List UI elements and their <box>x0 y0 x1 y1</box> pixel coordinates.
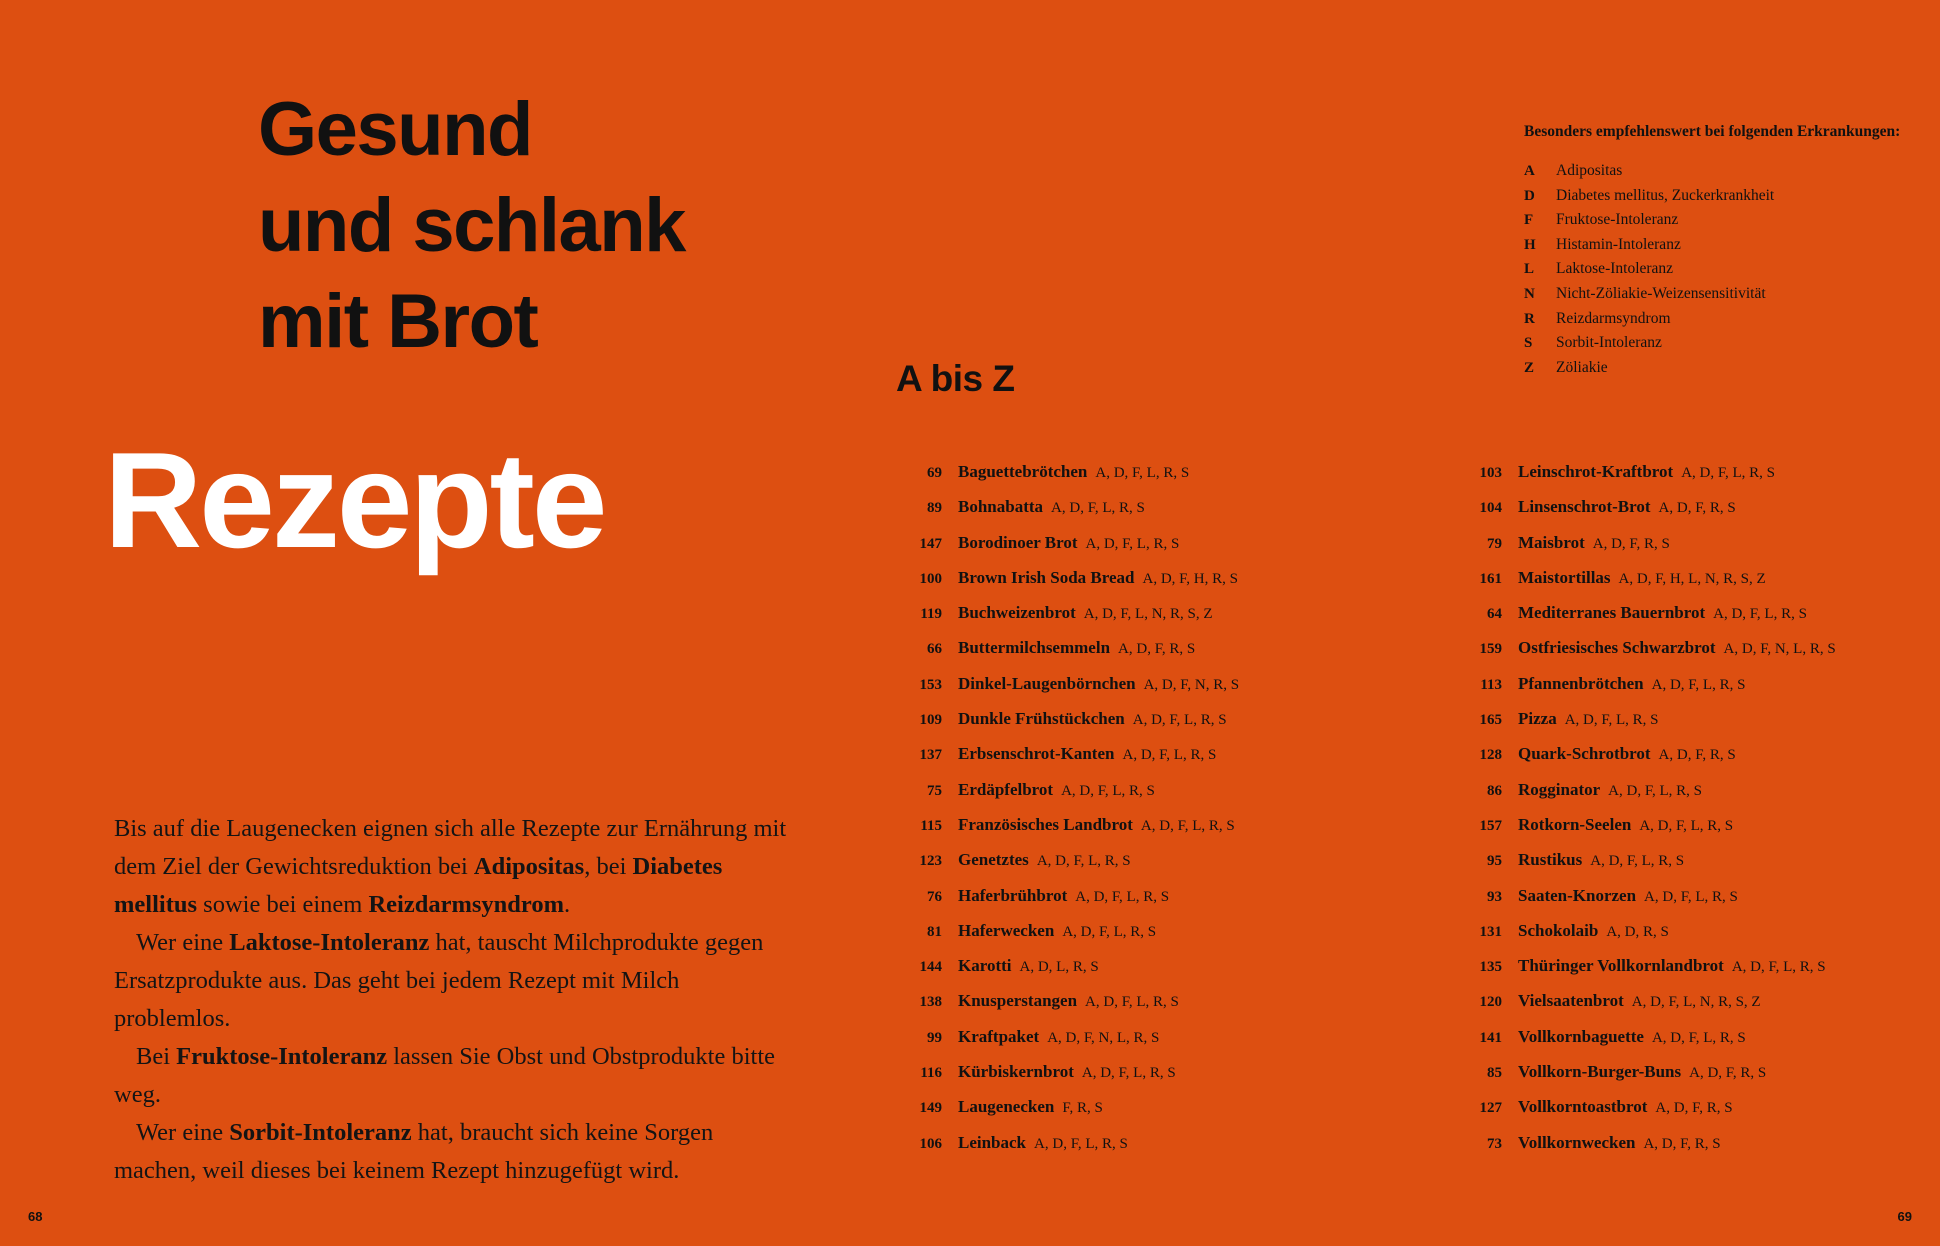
recipe-page-number: 69 <box>927 465 942 481</box>
recipe-condition-tags: A, D, F, L, R, S <box>1085 994 1179 1011</box>
legend-value: Diabetes mellitus, Zuckerkrankheit <box>1556 186 1775 204</box>
recipe-index-row[interactable] <box>880 956 1330 991</box>
recipe-index-row[interactable] <box>1440 1027 1890 1062</box>
recipe-page-number: 93 <box>1487 888 1502 905</box>
recipe-condition-tags: A, D, F, N, L, R, S <box>1723 641 1836 658</box>
recipe-page-number: 135 <box>1479 959 1502 976</box>
recipe-condition-tags: A, D, F, L, R, S <box>1036 853 1131 870</box>
intro-p1-term-reizdarm: Reizdarmsyndrom <box>368 891 565 918</box>
recipe-page-number: 81 <box>927 923 942 940</box>
legend-value: Reizdarmsyndrom <box>1556 309 1671 327</box>
intro-p4-term-sorbit: Sorbit-Intoleranz <box>229 1119 412 1146</box>
legend-row <box>1524 233 1924 258</box>
intro-p1-text-c: , bei <box>584 853 633 880</box>
recipe-name: Brown Irish Soda Bread <box>958 567 1135 587</box>
legend-row <box>1524 184 1924 209</box>
intro-paragraph-3 <box>114 1038 794 1114</box>
recipe-index-row[interactable] <box>880 462 1330 497</box>
recipe-index-row[interactable] <box>1440 991 1890 1026</box>
legend-key: A <box>1524 163 1535 179</box>
recipe-index-row[interactable] <box>1440 603 1890 638</box>
recipe-index-row[interactable] <box>1440 1133 1890 1168</box>
recipe-name: Vollkorn-Burger-Buns <box>1518 1062 1682 1082</box>
recipe-name: Baguettebrötchen <box>958 462 1088 481</box>
recipe-page-number: 153 <box>919 676 942 693</box>
legend-value: Laktose-Intoleranz <box>1556 260 1674 278</box>
intro-p1-text-a: Bis auf die Laugenecken eignen sich alle Rezepte zur Ernährung mit dem Ziel der Gewichtsreduktion bei <box>114 815 787 880</box>
recipe-name: Pfannenbrötchen <box>1518 673 1644 693</box>
recipe-index-row[interactable] <box>1440 1062 1890 1097</box>
recipe-condition-tags: F, R, S <box>1062 1100 1103 1117</box>
recipe-name: Quark-Schrotbrot <box>1518 744 1651 764</box>
recipe-condition-tags: A, D, R, S <box>1606 923 1669 940</box>
recipe-condition-tags: A, D, L, R, S <box>1019 959 1099 976</box>
recipe-page-number: 113 <box>1480 676 1502 693</box>
recipe-name: Erbsenschrot-Kanten <box>958 744 1115 764</box>
recipe-page-number: 103 <box>1479 465 1502 481</box>
recipe-index-row[interactable] <box>1440 956 1890 991</box>
recipe-page-number: 104 <box>1479 500 1502 517</box>
intro-p1-term-adipositas: Adipositas <box>473 853 585 880</box>
recipe-index-row[interactable] <box>1440 850 1890 885</box>
intro-p3-term-fruktose: Fruktose-Intoleranz <box>176 1043 388 1070</box>
intro-paragraph-1 <box>114 810 794 924</box>
chapter-title-line-1: Gesund <box>258 87 532 172</box>
legend-list <box>1524 159 1924 380</box>
recipe-index-row[interactable] <box>880 991 1330 1026</box>
intro-p3-text-a: Bei <box>136 1043 177 1070</box>
recipe-name: Rustikus <box>1518 850 1583 870</box>
recipe-condition-tags: A, D, F, L, R, S <box>1651 676 1746 693</box>
recipe-name: Maistortillas <box>1518 567 1611 587</box>
intro-p1-text-g: . <box>564 891 571 918</box>
recipe-index-row[interactable] <box>1440 780 1890 815</box>
legend-key: S <box>1524 335 1533 352</box>
recipe-condition-tags: A, D, F, L, R, S <box>1713 606 1807 623</box>
recipe-condition-tags: A, D, F, L, R, S <box>1122 747 1217 764</box>
recipe-name: Karotti <box>958 956 1012 976</box>
recipe-name: Rogginator <box>1518 779 1601 799</box>
chapter-headline: Rezepte <box>104 424 605 576</box>
recipe-index-row[interactable] <box>880 533 1330 568</box>
recipe-name: Dunkle Frühstückchen <box>958 709 1125 729</box>
recipe-index-column-1 <box>880 462 1330 1168</box>
recipe-condition-tags: A, D, F, L, R, S <box>1639 817 1734 834</box>
recipe-name: Leinschrot-Kraftbrot <box>1518 462 1674 481</box>
intro-p4-text-c: hat, braucht sich keine Sorgen machen, weil dieses bei keinem Rezept hinzugefügt wird. <box>114 1119 714 1184</box>
recipe-condition-tags: A, D, F, L, R, S <box>1608 782 1702 799</box>
recipe-condition-tags: A, D, F, H, R, S <box>1142 570 1238 587</box>
recipe-condition-tags: A, D, F, L, R, S <box>1564 712 1659 729</box>
recipe-name: Linsenschrot-Brot <box>1518 497 1651 517</box>
legend-row <box>1524 208 1924 233</box>
recipe-name: Vielsaatenbrot <box>1518 991 1624 1011</box>
page-number-left: 68 <box>28 1209 43 1224</box>
intro-p1-text-e: sowie bei einem <box>197 891 369 918</box>
recipe-index-row[interactable] <box>1440 886 1890 921</box>
recipe-index-row[interactable] <box>880 1062 1330 1097</box>
recipe-index-row[interactable] <box>880 603 1330 638</box>
recipe-name: Kürbiskernbrot <box>958 1062 1074 1082</box>
left-page <box>0 0 860 1246</box>
recipe-condition-tags: A, D, F, L, R, S <box>1731 959 1826 976</box>
recipe-page-number: 109 <box>919 712 942 729</box>
recipe-page-number: 138 <box>919 994 942 1011</box>
legend-value: Fruktose-Intoleranz <box>1556 211 1679 229</box>
recipe-condition-tags: A, D, F, R, S <box>1655 1100 1733 1117</box>
recipe-page-number: 116 <box>920 1065 942 1082</box>
recipe-condition-tags: A, D, F, R, S <box>1118 641 1196 658</box>
recipe-index-row[interactable] <box>880 1097 1330 1132</box>
recipe-name: Erdäpfelbrot <box>958 779 1054 799</box>
intro-p1-term-diabetes: Diabetes mellitus <box>114 853 723 918</box>
chapter-title-line-2: und schlank <box>258 183 685 268</box>
recipe-condition-tags: A, D, F, N, L, R, S <box>1047 1029 1160 1046</box>
recipe-index-row[interactable] <box>1440 815 1890 850</box>
recipe-name: Genetztes <box>958 850 1029 870</box>
recipe-name: Buchweizenbrot <box>958 603 1076 623</box>
legend-row <box>1524 356 1924 381</box>
recipe-condition-tags: A, D, F, R, S <box>1658 747 1736 764</box>
legend-row <box>1524 257 1924 282</box>
intro-text <box>114 810 794 1190</box>
recipe-page-number: 119 <box>920 606 942 623</box>
recipe-condition-tags: A, D, F, N, R, S <box>1143 676 1240 693</box>
recipe-condition-tags: A, D, F, L, R, S <box>1061 782 1155 799</box>
recipe-index-row[interactable] <box>880 780 1330 815</box>
intro-p2-text-a: Wer eine <box>136 929 230 956</box>
recipe-page-number: 99 <box>927 1029 942 1046</box>
recipe-page-number: 127 <box>1479 1100 1502 1117</box>
recipe-name: Bohnabatta <box>958 497 1044 517</box>
recipe-index-row[interactable] <box>1440 497 1890 532</box>
legend-value: Zöliakie <box>1556 358 1608 376</box>
legend-key: D <box>1524 187 1535 204</box>
recipe-page-number: 165 <box>1479 712 1502 729</box>
recipe-index-row[interactable] <box>880 709 1330 744</box>
recipe-condition-tags: A, D, F, L, R, S <box>1095 465 1190 481</box>
recipe-name: Knusperstangen <box>958 991 1078 1011</box>
recipe-condition-tags: A, D, F, L, R, S <box>1681 465 1776 481</box>
section-title-a-bis-z: A bis Z <box>896 358 1015 399</box>
recipe-condition-tags: A, D, F, L, N, R, S, Z <box>1083 606 1213 623</box>
recipe-name: Haferwecken <box>958 920 1055 940</box>
recipe-page-number: 89 <box>927 500 942 517</box>
recipe-name: Pizza <box>1518 709 1557 729</box>
recipe-page-number: 66 <box>927 641 942 658</box>
recipe-page-number: 123 <box>919 853 942 870</box>
recipe-name: Borodinoer Brot <box>958 532 1078 552</box>
recipe-page-number: 128 <box>1479 747 1502 764</box>
recipe-condition-tags: A, D, F, L, R, S <box>1590 853 1685 870</box>
recipe-name: Leinback <box>958 1132 1027 1152</box>
intro-paragraph-4 <box>114 1114 794 1190</box>
recipe-index-row[interactable] <box>1440 921 1890 956</box>
recipe-page-number: 149 <box>919 1100 942 1117</box>
intro-p2-text-c: hat, tauscht Milchprodukte gegen Ersatzprodukte aus. Das geht bei jedem Rezept mit Milch problemlos. <box>114 929 764 1032</box>
recipe-name: Thüringer Vollkornlandbrot <box>1518 956 1724 976</box>
recipe-page-number: 115 <box>920 817 942 834</box>
recipe-index-row[interactable] <box>880 744 1330 779</box>
recipe-condition-tags: A, D, F, R, S <box>1689 1065 1767 1082</box>
recipe-name: Schokolaib <box>1518 920 1599 940</box>
recipe-index-row[interactable] <box>880 568 1330 603</box>
legend-row <box>1524 307 1924 332</box>
recipe-name: Vollkornbaguette <box>1518 1026 1644 1046</box>
legend-value: Nicht-Zöliakie-Weizensensitivität <box>1556 284 1766 302</box>
recipe-name: Haferbrühbrot <box>958 885 1068 905</box>
recipe-index-row[interactable] <box>880 886 1330 921</box>
recipe-index-row[interactable] <box>880 497 1330 532</box>
intro-p2-term-laktose: Laktose-Intoleranz <box>229 929 430 956</box>
recipe-condition-tags: A, D, F, L, R, S <box>1140 817 1235 834</box>
legend-key: F <box>1524 212 1534 229</box>
legend-key: H <box>1524 236 1536 253</box>
recipe-name: Maisbrot <box>1518 532 1585 552</box>
legend-key: N <box>1524 285 1535 302</box>
chapter-title <box>258 82 858 370</box>
legend-row <box>1524 159 1924 184</box>
recipe-name: Buttermilchsemmeln <box>958 638 1111 658</box>
recipe-index-row[interactable] <box>880 1133 1330 1168</box>
recipe-page-number: 137 <box>919 747 942 764</box>
recipe-index-row[interactable] <box>1440 533 1890 568</box>
recipe-condition-tags: A, D, F, L, N, R, S, Z <box>1631 994 1761 1011</box>
intro-p3-text-c: lassen Sie Obst und Obstprodukte bitte weg. <box>114 1043 775 1108</box>
recipe-condition-tags: A, D, F, L, R, S <box>1085 535 1180 552</box>
recipe-page-number: 147 <box>919 535 942 552</box>
recipe-condition-tags: A, D, F, L, R, S <box>1081 1065 1176 1082</box>
recipe-page-number: 73 <box>1487 1135 1502 1152</box>
recipe-name: Ostfriesisches Schwarzbrot <box>1518 638 1716 658</box>
recipe-page-number: 120 <box>1479 994 1502 1011</box>
legend-value: Histamin-Intoleranz <box>1556 235 1681 253</box>
recipe-index-row[interactable] <box>1440 744 1890 779</box>
legend-key: R <box>1524 310 1535 327</box>
recipe-name: Kraftpaket <box>958 1026 1040 1046</box>
recipe-page-number: 85 <box>1487 1065 1502 1082</box>
recipe-name: Rotkorn-Seelen <box>1518 814 1632 834</box>
recipe-name: Dinkel-Laugenbörnchen <box>958 673 1136 693</box>
recipe-condition-tags: A, D, F, L, R, S <box>1132 712 1227 729</box>
right-page <box>860 0 1940 1246</box>
legend-key: Z <box>1524 359 1535 376</box>
recipe-page-number: 75 <box>927 782 942 799</box>
recipe-condition-tags: A, D, F, H, L, N, R, S, Z <box>1618 570 1766 587</box>
recipe-index-row[interactable] <box>880 921 1330 956</box>
recipe-index-column-2 <box>1440 462 1890 1168</box>
recipe-page-number: 100 <box>919 570 942 587</box>
recipe-page-number: 86 <box>1487 782 1502 799</box>
recipe-name: Vollkornwecken <box>1518 1132 1636 1152</box>
recipe-condition-tags: A, D, F, R, S <box>1643 1135 1721 1152</box>
recipe-index-row[interactable] <box>880 815 1330 850</box>
recipe-index-row[interactable] <box>1440 1097 1890 1132</box>
recipe-index-row[interactable] <box>1440 638 1890 673</box>
recipe-condition-tags: A, D, F, L, R, S <box>1651 1029 1746 1046</box>
recipe-name: Französisches Landbrot <box>958 814 1133 834</box>
recipe-condition-tags: A, D, F, R, S <box>1658 500 1736 517</box>
legend-block <box>1524 120 1924 380</box>
recipe-name: Vollkorntoastbrot <box>1518 1097 1648 1117</box>
legend-row <box>1524 282 1924 307</box>
recipe-page-number: 141 <box>1479 1029 1502 1046</box>
legend-row <box>1524 331 1924 356</box>
legend-value: Sorbit-Intoleranz <box>1556 334 1662 352</box>
recipe-page-number: 64 <box>1487 606 1502 623</box>
recipe-page-number: 79 <box>1487 535 1502 552</box>
chapter-title-line-3: mit Brot <box>258 279 538 364</box>
recipe-condition-tags: A, D, F, L, R, S <box>1062 923 1157 940</box>
recipe-index <box>860 462 1940 1168</box>
recipe-index-row[interactable] <box>880 674 1330 709</box>
recipe-index-row[interactable] <box>1440 568 1890 603</box>
recipe-condition-tags: A, D, F, L, R, S <box>1644 888 1738 905</box>
recipe-page-number: 159 <box>1479 641 1502 658</box>
recipe-name: Mediterranes Bauernbrot <box>1518 603 1706 623</box>
recipe-index-row[interactable] <box>880 1027 1330 1062</box>
recipe-index-row[interactable] <box>1440 462 1890 497</box>
intro-p4-text-a: Wer eine <box>136 1119 230 1146</box>
intro-paragraph-2 <box>114 924 794 1038</box>
recipe-page-number: 157 <box>1479 817 1502 834</box>
recipe-name: Saaten-Knorzen <box>1518 885 1637 905</box>
recipe-index-row[interactable] <box>1440 674 1890 709</box>
recipe-condition-tags: A, D, F, L, R, S <box>1034 1135 1128 1152</box>
recipe-condition-tags: A, D, F, L, R, S <box>1075 888 1170 905</box>
legend-value: Adipositas <box>1556 162 1623 179</box>
recipe-page-number: 95 <box>1487 853 1502 870</box>
recipe-name: Laugenecken <box>958 1097 1055 1117</box>
recipe-index-row[interactable] <box>880 638 1330 673</box>
recipe-page-number: 106 <box>919 1135 942 1152</box>
recipe-condition-tags: A, D, F, R, S <box>1592 535 1670 552</box>
recipe-condition-tags: A, D, F, L, R, S <box>1051 500 1145 517</box>
page-number-right: 69 <box>1897 1209 1912 1224</box>
recipe-page-number: 161 <box>1479 570 1502 587</box>
recipe-index-row[interactable] <box>880 850 1330 885</box>
legend-heading: Besonders empfehlenswert bei folgenden Erkrankungen: <box>1524 123 1901 140</box>
recipe-page-number: 131 <box>1479 923 1502 940</box>
recipe-page-number: 144 <box>919 959 942 976</box>
legend-key: L <box>1524 261 1535 278</box>
recipe-index-row[interactable] <box>1440 709 1890 744</box>
recipe-page-number: 76 <box>927 888 942 905</box>
